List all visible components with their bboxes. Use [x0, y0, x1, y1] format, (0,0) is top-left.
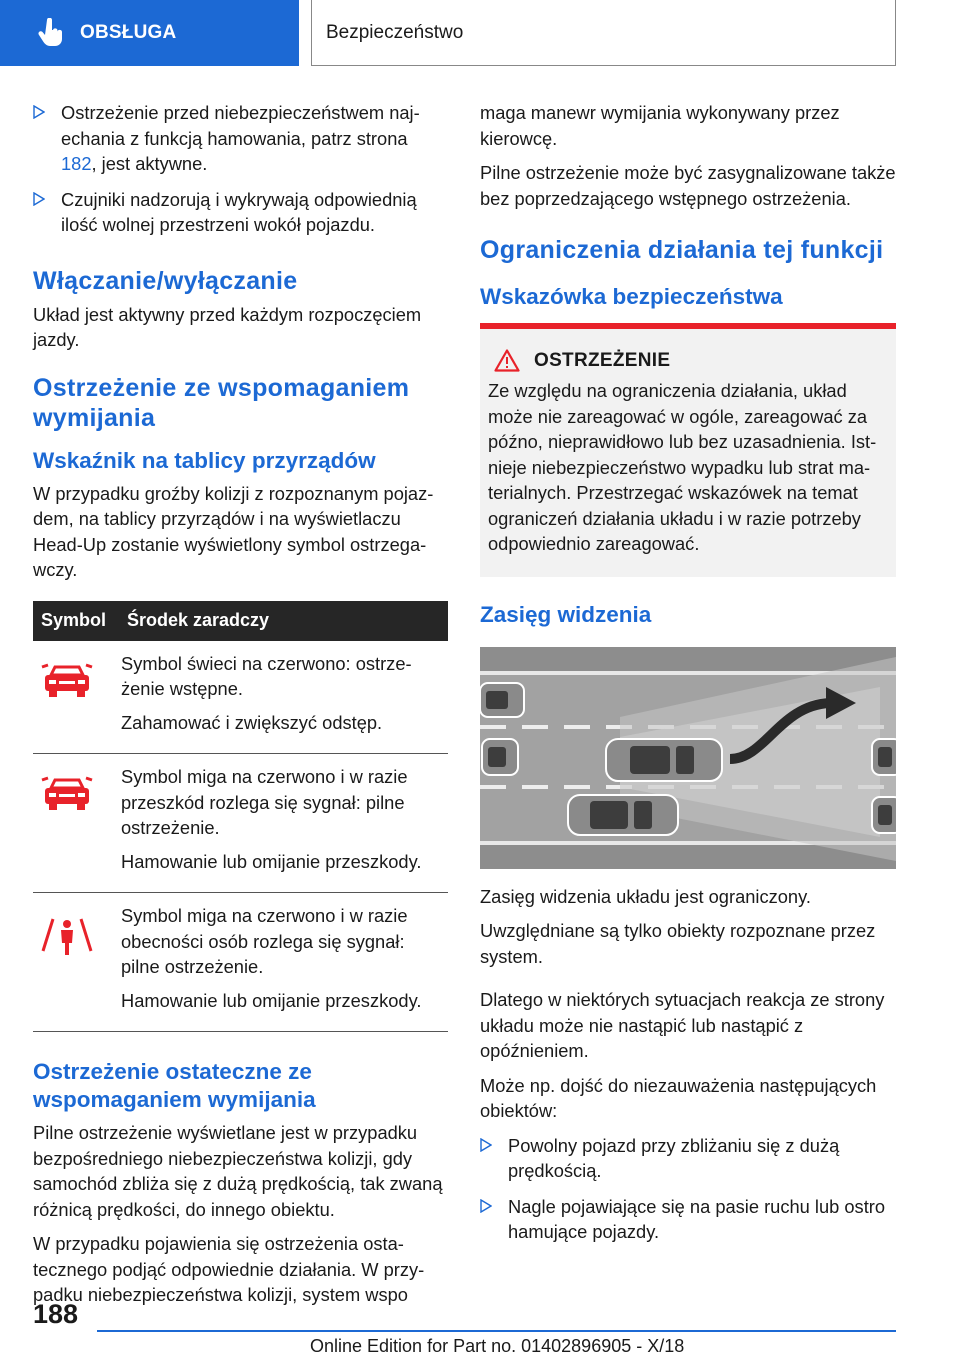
- triangle-bullet-icon: [480, 1199, 492, 1213]
- paragraph: Pilne ostrzeżenie może być zasygnalizowane także bez poprzedzającego wstępnego ostrzeżenia.: [480, 162, 896, 209]
- column-header-action: Środek zaradczy: [121, 601, 448, 641]
- warning-triangle-icon: [494, 349, 520, 372]
- heading-range: Zasięg widzenia: [480, 601, 652, 627]
- heading-warning-assist: Ostrzeżenie ze wspomaganiem wymijania: [33, 373, 410, 432]
- triangle-bullet-icon: [33, 105, 45, 119]
- heading-safety: Wskazówka bezpieczeństwa: [480, 284, 783, 309]
- section-header: [311, 0, 896, 66]
- list-item: Ostrzeżenie przed niebezpieczeństwem najechania z funkcją hamowania, patrz strona 182, jest aktywne.: [33, 100, 448, 177]
- table-header-row: [33, 601, 448, 641]
- paragraph: Dlatego w niektórych sytuacjach reakcja ze strony układu może nie nastąpić lub nastąpić z opóźnieniem.: [480, 989, 885, 1061]
- car-warning-icon: [39, 663, 95, 701]
- page-link-182[interactable]: 182: [61, 153, 92, 174]
- table-row: Symbol świeci na czerwono: ostrzeżenie wstępne. Zahamować i zwiększyć odstęp.: [33, 641, 448, 754]
- chapter-tab[interactable]: [0, 0, 299, 66]
- table-row: Symbol miga na czerwono i w razie przeszkód rozlega się sygnał: pilne ostrzeżenie. Hamowanie lub omijanie przeszkody.: [33, 754, 448, 893]
- footer-divider: [97, 1330, 896, 1332]
- bullet-list-bottom: [480, 1133, 896, 1245]
- triangle-bullet-icon: [480, 1138, 492, 1152]
- car-warning-icon: [39, 776, 95, 814]
- paragraph: Może np. dojść do niezauważenia następujących obiektów:: [480, 1074, 877, 1121]
- car-shape: [480, 683, 524, 717]
- warning-text: Ze względu na ograniczenia działania, układ może nie zareagować w ogóle, zareagować za późno, nieprawidłowo lub bez uzasadnienia. Istnieje niebezpieczeństwo wypadku lub strat materialnych. Przestrzegać wskazówek na temat ograniczeń działania układu i w razie potrzeby odpowiednio zareagować.: [488, 380, 877, 554]
- symbol-table: [33, 601, 448, 1033]
- heading-on-off: Włączanie/wyłączanie: [33, 266, 298, 295]
- footer-edition-text: Online Edition for Part no. 01402896905 - X/18: [310, 1336, 685, 1356]
- paragraph: W przypadku groźby kolizji z rozpoznanym pojazdem, na tablicy przyrządów i na wyświetlaczu Head-Up zostanie wyświetlony symbol ostrzegawczy.: [33, 482, 434, 580]
- table-row: Symbol miga na czerwono i w razie obecności osób rozlega się sygnał: pilne ostrzeżenie. Hamowanie lub omijanie przeszkody.: [33, 893, 448, 1032]
- heading-limits: Ograniczenia działania tej funkcji: [480, 236, 884, 264]
- page-number: 188: [33, 1299, 79, 1329]
- column-header-symbol: Symbol: [33, 601, 121, 641]
- triangle-bullet-icon: [33, 192, 45, 206]
- detection-range-illustration: [480, 647, 896, 869]
- list-item: Czujniki nadzorują i wykrywają odpowiednią ilość wolnej przestrzeni wokół pojazdu.: [33, 187, 448, 238]
- section-title: Bezpieczeństwo: [326, 21, 464, 43]
- right-column: [480, 100, 896, 1255]
- paragraph: W przypadku pojawienia się ostrzeżenia ostatecznego podjąć odpowiednie działania. W przypadku niebezpieczeństwa kolizji, system wspo: [33, 1233, 425, 1305]
- chapter-tab-label: OBSŁUGA: [80, 22, 177, 43]
- heading-final-warning: Ostrzeżenie ostateczne ze wspomaganiem wymijania: [33, 1059, 316, 1112]
- paragraph: Zasięg widzenia układu jest ograniczony.: [480, 885, 811, 907]
- warning-title: OSTRZEŻENIE: [534, 349, 671, 371]
- hand-pointer-icon: [38, 18, 64, 48]
- list-item: Nagle pojawiające się na pasie ruchu lub ostro hamujące pojazdy.: [480, 1194, 896, 1245]
- paragraph: Pilne ostrzeżenie wyświetlane jest w przypadku bezpośredniego niebezpieczeństwa kolizji, gdy samochód zbliża się z dużą prędkością, tak zwaną różnicą prędkości, do innego obiektu.: [33, 1122, 443, 1220]
- paragraph: Układ jest aktywny przed każdym rozpoczęciem jazdy.: [33, 303, 422, 350]
- warning-box: [480, 323, 896, 577]
- list-item: Powolny pojazd przy zbliżaniu się z dużą prędkością.: [480, 1133, 896, 1184]
- pedestrian-warning-icon: [39, 915, 95, 959]
- paragraph: maga manewr wymijania wykonywany przez kierowcę.: [480, 102, 840, 149]
- bullet-list-top: [33, 100, 448, 238]
- left-column: [33, 100, 448, 1317]
- heading-indicator: Wskaźnik na tablicy przyrządów: [33, 447, 376, 473]
- paragraph: Uwzględniane są tylko obiekty rozpoznane przez system.: [480, 920, 876, 967]
